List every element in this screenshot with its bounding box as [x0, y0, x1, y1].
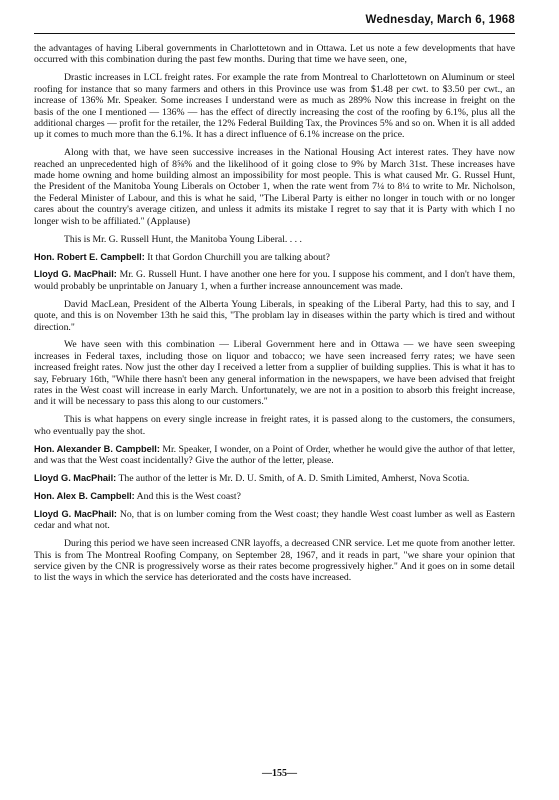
paragraph: the advantages of having Liberal governments in Charlottetown and in Ottawa. Let us note a few developments that have occurred with this combination during the past few months. During that time we have seen, one,	[34, 43, 515, 66]
paragraph: Along with that, we have seen successive increases in the National Housing Act interest rates. They have now reached an unprecedented high of 8⅝% and the likelihood of it going close to 9% by March 31st. These increases have made home owning and home building almost an impossibility for most people. This is what caused Mr. G. Russel Hunt, the President of the Manitoba Young Liberals on October 1, when the rate went from 7¼ to 8¼ to write to Mr. Nicholson, the Federal Minister of Labour, and this is what he said, "The Liberal Party is either no longer in touch with or no longer cares about the country's average citizen, and unless it admits its mistake I regret to say that it is Party with which I no longer wish to be affiliated." (Applause)	[34, 147, 515, 227]
speaker-name: Lloyd G. MacPhail:	[34, 508, 117, 519]
speaker-paragraph: Lloyd G. MacPhail: Mr. G. Russell Hunt. I have another one here for you. I suppose his comment, and I don't have them, would probably be unprintable on January 1, when a further increase announcement was made.	[34, 269, 515, 292]
paragraph: David MacLean, President of the Alberta Young Liberals, in speaking of the Liberal Party, had this to say, and I quote, and this is on November 13th he said this, "The problam lay in diseases within the party which is tired and without direction."	[34, 298, 515, 333]
speaker-name: Lloyd G. MacPhail:	[34, 473, 117, 483]
paragraph: Drastic increases in LCL freight rates. For example the rate from Montreal to Charlottetown on Aluminum or steel roofing for instance that so many farmers and others in this Province use was from $1.48 per cwt. to $3.50 per cwt., an increase of 136% Mr. Speaker. Some increases I understand were as much as 289% Now this increase in freight on the basis of the one I mentioned — 136% — has the effect of directly increasing the cost of the roofing by 6.1%, plus all the additional charges — profit for the retailer, the 12% Federal Building Tax, the Provinces 5% and so on. When it is all added up it comes to much more than the 6.1%. It has a direct influence of 6.1% increase on the price.	[34, 72, 515, 141]
speaker-paragraph: Hon. Alex B. Campbell: And this is the West coast?	[34, 490, 241, 502]
running-header: Wednesday, March 6, 1968	[365, 14, 515, 26]
paragraph: We have seen with this combination — Liberal Government here and in Ottawa — we have seen sweeping increases in Federal taxes, including those on liquor and tobacco; we have seen increased ferry rates; we have seen increased freight rates. Now just the other day I received a letter from a supplier of building supplies. This is what it has to say, February 16th, "While there hasn't been any general information in the newspapers, we have been advised that freight rates in the West coast will increase in early March. Unfortunately, we are not in a position to absorb this freight increase, and it will be necessary to pass this along to our customers."	[34, 339, 515, 408]
header-rule	[34, 33, 515, 34]
speaker-paragraph: Lloyd G. MacPhail: No, that is on lumber coming from the West coast; they handle West coast lumber as well as Eastern cedar and what not.	[34, 508, 515, 532]
speaker-paragraph: Hon. Alexander B. Campbell: Mr. Speaker, I wonder, on a Point of Order, whether he would give the author of that letter, and was that the West coast incidentally? Give the author of the letter, please.	[34, 443, 515, 467]
paragraph: This is what happens on every single increase in freight rates, it is passed along to the customers, the consumers, who eventually pay the shot.	[34, 414, 515, 437]
speaker-name: Hon. Robert E. Campbell:	[34, 251, 145, 262]
speaker-name: Hon. Alex B. Campbell:	[34, 490, 135, 501]
speaker-name: Hon. Alexander B. Campbell:	[34, 443, 160, 454]
paragraph: During this period we have seen increased CNR layoffs, a decreased CNR service. Let me quote from another letter. This is from The Montreal Roofing Company, on September 28, 1967, and it reads in part, "we share your opinion that service given by the CNR is progressively worse as their rates become progressively higher." And it goes on in some detail to list the ways in which the service has deteriorated and the costs have increased.	[34, 538, 515, 584]
speaker-paragraph: Hon. Robert E. Campbell: It that Gordon Churchill you are talking about?	[34, 251, 330, 263]
page-number: —155—	[262, 768, 297, 779]
speaker-name: Lloyd G. MacPhail:	[34, 269, 117, 280]
paragraph: This is Mr. G. Russell Hunt, the Manitoba Young Liberal. . . .	[64, 233, 302, 245]
speaker-paragraph: Lloyd G. MacPhail: The author of the letter is Mr. D. U. Smith, of A. D. Smith Limited, Amherst, Nova Scotia.	[34, 473, 470, 484]
body-text	[34, 43, 515, 590]
